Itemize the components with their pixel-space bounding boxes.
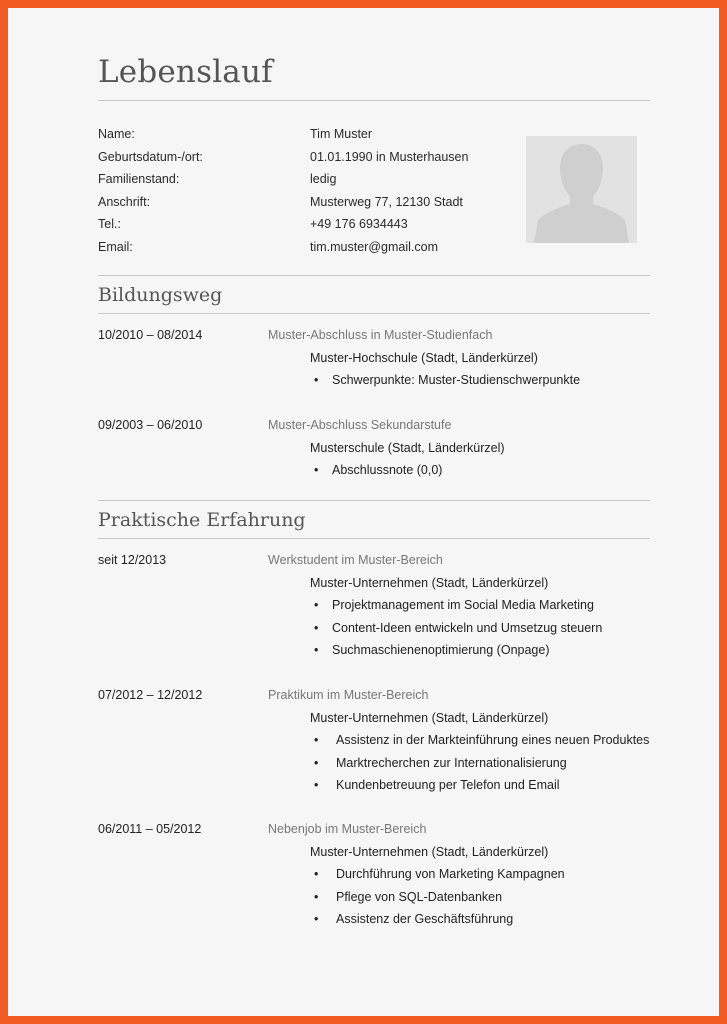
entry-bullets — [310, 463, 442, 486]
entry-role: Muster-Abschluss Sekundarstufe — [268, 418, 452, 432]
entry-bullets — [310, 867, 565, 935]
personal-value: tim.muster@gmail.com — [310, 239, 438, 254]
entry-role: Werkstudent im Muster-Bereich — [268, 553, 443, 567]
entry-role: Muster-Abschluss in Muster-Studienfach — [268, 328, 493, 342]
personal-label: Tel.: — [98, 217, 121, 231]
cv-page — [8, 8, 719, 1016]
entry-bullets — [310, 373, 580, 396]
entry-date: 10/2010 – 08/2014 — [98, 328, 203, 342]
personal-label: Email: — [98, 239, 133, 254]
entry-date: 07/2012 – 12/2012 — [98, 688, 203, 702]
list-item: • Schwerpunkte: Muster-Studienschwerpunkte — [310, 373, 580, 396]
list-item: • Projektmanagement im Social Media Marketing — [310, 598, 602, 621]
entry-role: Praktikum im Muster-Bereich — [268, 688, 429, 702]
entry-date: 06/2011 – 05/2012 — [98, 822, 202, 836]
list-item: • Abschlussnote (0,0) — [310, 463, 442, 486]
entry-organization: Muster-Unternehmen (Stadt, Länderkürzel) — [310, 576, 549, 590]
section-divider — [98, 275, 650, 276]
person-silhouette-icon — [526, 136, 637, 243]
personal-value: Musterweg 77, 12130 Stadt — [310, 194, 463, 209]
experience-heading: Praktische Erfahrung — [98, 509, 306, 531]
entry-bullets — [310, 598, 602, 666]
page-title: Lebenslauf — [98, 54, 273, 90]
entry-organization: Muster-Unternehmen (Stadt, Länderkürzel) — [310, 845, 549, 859]
entry-bullets — [310, 733, 649, 801]
list-item: • Assistenz in der Markteinführung eines neuen Produktes — [310, 733, 649, 756]
entry-date: seit 12/2013 — [98, 553, 167, 567]
entry-organization: Musterschule (Stadt, Länderkürzel) — [310, 441, 505, 455]
personal-label: Anschrift: — [98, 194, 151, 209]
list-item: • Marktrecherchen zur Internationalisierung — [310, 756, 649, 779]
profile-photo — [526, 136, 637, 243]
personal-value: Tim Muster — [310, 127, 373, 141]
section-divider — [98, 313, 650, 314]
entry-role: Nebenjob im Muster-Bereich — [268, 822, 427, 836]
personal-value: 01.01.1990 in Musterhausen — [310, 149, 469, 164]
section-divider — [98, 500, 650, 501]
list-item: • Assistenz der Geschäftsführung — [310, 912, 565, 935]
section-divider — [98, 538, 650, 539]
personal-value: +49 176 6934443 — [310, 217, 408, 231]
list-item: • Kundenbetreuung per Telefon und Email — [310, 778, 649, 801]
list-item: • Content-Ideen entwickeln und Umsetzug steuern — [310, 621, 602, 644]
personal-label: Familienstand: — [98, 172, 180, 186]
list-item: • Suchmaschienenoptimierung (Onpage) — [310, 643, 602, 666]
entry-organization: Muster-Hochschule (Stadt, Länderkürzel) — [310, 351, 538, 365]
title-divider — [98, 100, 650, 101]
personal-label: Name: — [98, 127, 135, 141]
education-heading: Bildungsweg — [98, 284, 223, 306]
personal-label: Geburtsdatum-/ort: — [98, 149, 203, 164]
entry-organization: Muster-Unternehmen (Stadt, Länderkürzel) — [310, 711, 549, 725]
personal-value: ledig — [310, 172, 337, 186]
list-item: • Durchführung von Marketing Kampagnen — [310, 867, 565, 890]
entry-date: 09/2003 – 06/2010 — [98, 418, 203, 432]
list-item: • Pflege von SQL-Datenbanken — [310, 890, 565, 913]
